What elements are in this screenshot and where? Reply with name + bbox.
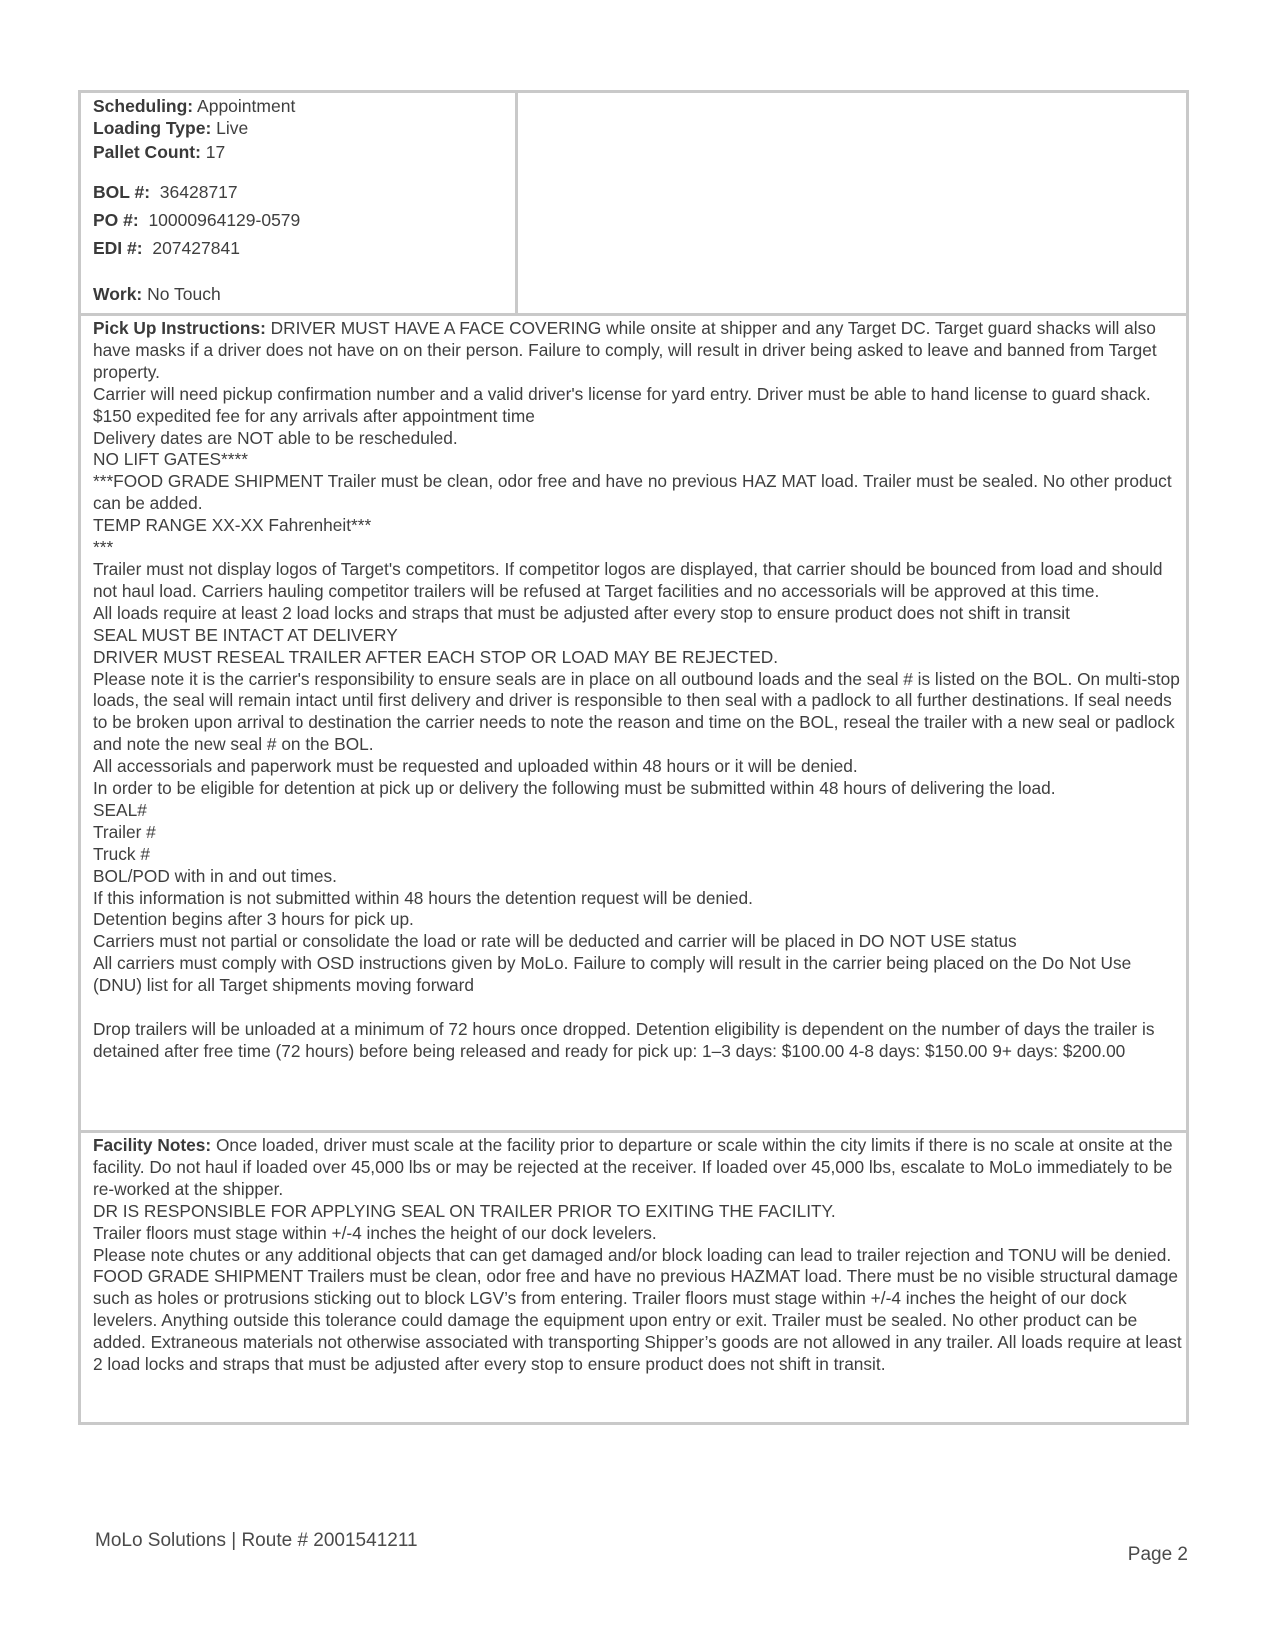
po-field	[93, 206, 503, 234]
pickup-line-text: Trailer must not display logos of Target's competitors. If competitor logos are displayed, that carrier should be bounced from load and should not haul load. Carriers hauling competitor trailers will be refused at Target facilities and no accessorials will be approved at this time.	[93, 558, 1163, 601]
edi-label: EDI #:	[93, 238, 143, 258]
bol-label: BOL #:	[93, 182, 151, 202]
pickup-line-text: Carriers must not partial or consolidate the load or rate will be deducted and carrier will be placed in DO NOT USE status	[93, 931, 1017, 952]
pickup-line-text: ***FOOD GRADE SHIPMENT Trailer must be clean, odor free and have no previous HAZ MAT load. Trailer must be sealed. No other product can be added.	[93, 471, 1172, 514]
facility-notes-row	[81, 1133, 1186, 1422]
pickup-line	[93, 844, 1182, 866]
work-label: Work:	[93, 284, 143, 304]
pickup-line	[93, 318, 1182, 384]
pickup-line	[93, 778, 1182, 800]
pallet-count-value: 17	[205, 142, 226, 162]
pickup-line-text: $150 expedited fee for any arrivals after appointment time	[93, 405, 535, 426]
summary-empty-cell	[518, 93, 1186, 313]
pickup-line-text: TEMP RANGE XX-XX Fahrenheit***	[93, 515, 372, 536]
pickup-instructions-row	[81, 316, 1186, 1133]
pickup-line	[93, 471, 1182, 515]
pallet-count-label: Pallet Count:	[93, 142, 201, 162]
facility-line-text: FOOD GRADE SHIPMENT Trailers must be clean, odor free and have no previous HAZMAT load. There must be no visible structural damage such as holes or protrusions sticking out to block LGV’s from entering. Trailer floors must stage within +/-4 inches the height of our dock levelers. Anything outside this tolerance could damage the equipment upon entry or exit. Trailer must be sealed. No other product can be added. Extraneous materials not otherwise associated with transporting Shipper’s goods are not allowed in any trailer. All loads require at least 2 load locks and straps that must be adjusted after every stop to ensure product does not shift in transit.	[93, 1266, 1182, 1375]
edi-value: 207427841	[152, 238, 240, 258]
loading-type-label: Loading Type:	[93, 118, 212, 138]
pickup-line	[93, 449, 1182, 471]
pickup-line-text: Drop trailers will be unloaded at a minimum of 72 hours once dropped. Detention eligibility is dependent on the number of days the trailer is detained after free time (72 hours) before being released and ready for pick up: 1–3 days: $100.00 4-8 days: $150.00 9+ days: $200.00	[93, 1018, 1155, 1061]
pickup-line-text: BOL/POD with in and out times.	[93, 865, 337, 886]
pickup-line-text: In order to be eligible for detention at pick up or delivery the following must be submitted within 48 hours of delivering the load.	[93, 778, 1056, 799]
bol-value: 36428717	[159, 182, 238, 202]
pickup-line	[93, 953, 1182, 997]
work-field	[93, 282, 503, 306]
pickup-line-text: SEAL MUST BE INTACT AT DELIVERY	[93, 624, 398, 645]
pickup-line	[93, 888, 1182, 910]
facility-line	[93, 1266, 1182, 1376]
pickup-line-text: If this information is not submitted within 48 hours the detention request will be denied.	[93, 887, 753, 908]
pickup-line-text: DRIVER MUST HAVE A FACE COVERING while onsite at shipper and any Target DC. Target guard shacks will also have masks if a driver does not have on on their person. Failure to comply, will result in driver being asked to leave and banned from Target property.	[93, 318, 1157, 382]
facility-line	[93, 1135, 1182, 1201]
pickup-line-text: Carrier will need pickup confirmation number and a valid driver's license for yard entry. Driver must be able to hand license to guard shack.	[93, 383, 1151, 404]
pickup-line-text: Detention begins after 3 hours for pick up.	[93, 909, 414, 930]
pickup-blank-line	[93, 997, 1182, 1019]
pickup-line-text: DRIVER MUST RESEAL TRAILER AFTER EACH STOP OR LOAD MAY BE REJECTED.	[93, 646, 779, 667]
pickup-line	[93, 406, 1182, 428]
pickup-line	[93, 428, 1182, 450]
scheduling-label: Scheduling:	[93, 96, 194, 116]
pickup-line	[93, 647, 1182, 669]
facility-line-text: DR IS RESPONSIBLE FOR APPLYING SEAL ON TRAILER PRIOR TO EXITING THE FACILITY.	[93, 1200, 836, 1221]
pickup-line	[93, 822, 1182, 844]
pickup-line	[93, 756, 1182, 778]
pickup-line	[93, 1019, 1182, 1063]
pickup-line-text: SEAL#	[93, 799, 147, 820]
facility-label: Facility Notes:	[93, 1135, 212, 1155]
pickup-line	[93, 603, 1182, 625]
pickup-line-text: Delivery dates are NOT able to be rescheduled.	[93, 427, 458, 448]
pickup-instructions-text	[93, 318, 1182, 1063]
edi-field	[93, 234, 503, 262]
summary-row	[81, 93, 1186, 316]
facility-line	[93, 1201, 1182, 1223]
pickup-line-text: ***	[93, 537, 114, 558]
facility-line-text: Please note chutes or any additional objects that can get damaged and/or block loading can lead to trailer rejection and TONU will be denied.	[93, 1244, 1172, 1265]
pallet-count-field	[93, 139, 503, 163]
pickup-line	[93, 669, 1182, 757]
summary-cell	[81, 93, 518, 313]
pickup-line	[93, 800, 1182, 822]
facility-line	[93, 1223, 1182, 1245]
po-value: 10000964129-0579	[148, 210, 301, 230]
pickup-label: Pick Up Instructions:	[93, 318, 266, 338]
pickup-line-text: All accessorials and paperwork must be requested and uploaded within 48 hours or it will be denied.	[93, 756, 858, 777]
pickup-line	[93, 625, 1182, 647]
loading-type-value: Live	[216, 118, 249, 138]
bol-field	[93, 178, 503, 206]
pickup-line	[93, 384, 1182, 406]
loading-type-field	[93, 117, 503, 139]
pickup-line-text: Trailer #	[93, 821, 156, 842]
work-value: No Touch	[147, 284, 221, 304]
facility-line-text: Trailer floors must stage within +/-4 inches the height of our dock levelers.	[93, 1222, 657, 1243]
footer-route: MoLo Solutions | Route # 2001541211	[95, 1530, 418, 1551]
pickup-line-text: Please note it is the carrier's responsibility to ensure seals are in place on all outbound loads and the seal # is listed on the BOL. On multi-stop loads, the seal will remain intact until first delivery and driver is responsible to then seal with a padlock to all further destinations. If seal needs to be broken upon arrival to destination the carrier needs to note the reason and time on the BOL, reseal the trailer with a new seal or padlock and note the new seal # on the BOL.	[93, 668, 1180, 755]
pickup-line-text: All carriers must comply with OSD instructions given by MoLo. Failure to comply will result in the carrier being placed on the Do Not Use (DNU) list for all Target shipments moving forward	[93, 953, 1132, 996]
pickup-line	[93, 909, 1182, 931]
pickup-line-text: Truck #	[93, 843, 150, 864]
pickup-line-text: All loads require at least 2 load locks and straps that must be adjusted after every stop to ensure product does not shift in transit	[93, 602, 1070, 623]
pickup-line	[93, 537, 1182, 559]
load-details-table	[78, 90, 1189, 1425]
facility-notes-text	[93, 1135, 1182, 1376]
facility-line-text: Once loaded, driver must scale at the facility prior to departure or scale within the city limits if there is no scale at onsite at the facility. Do not haul if loaded over 45,000 lbs or may be rejected at the receiver. If loaded over 45,000 lbs, escalate to MoLo immediately to be re-worked at the shipper.	[93, 1135, 1173, 1199]
page-number: Page 2	[1127, 1544, 1188, 1565]
pickup-line-text: NO LIFT GATES****	[93, 449, 248, 470]
pickup-line	[93, 866, 1182, 888]
scheduling-value: Appointment	[197, 96, 296, 116]
facility-line	[93, 1245, 1182, 1267]
pickup-line	[93, 515, 1182, 537]
pickup-line	[93, 931, 1182, 953]
scheduling-field	[93, 95, 503, 117]
pickup-line	[93, 559, 1182, 603]
po-label: PO #:	[93, 210, 139, 230]
